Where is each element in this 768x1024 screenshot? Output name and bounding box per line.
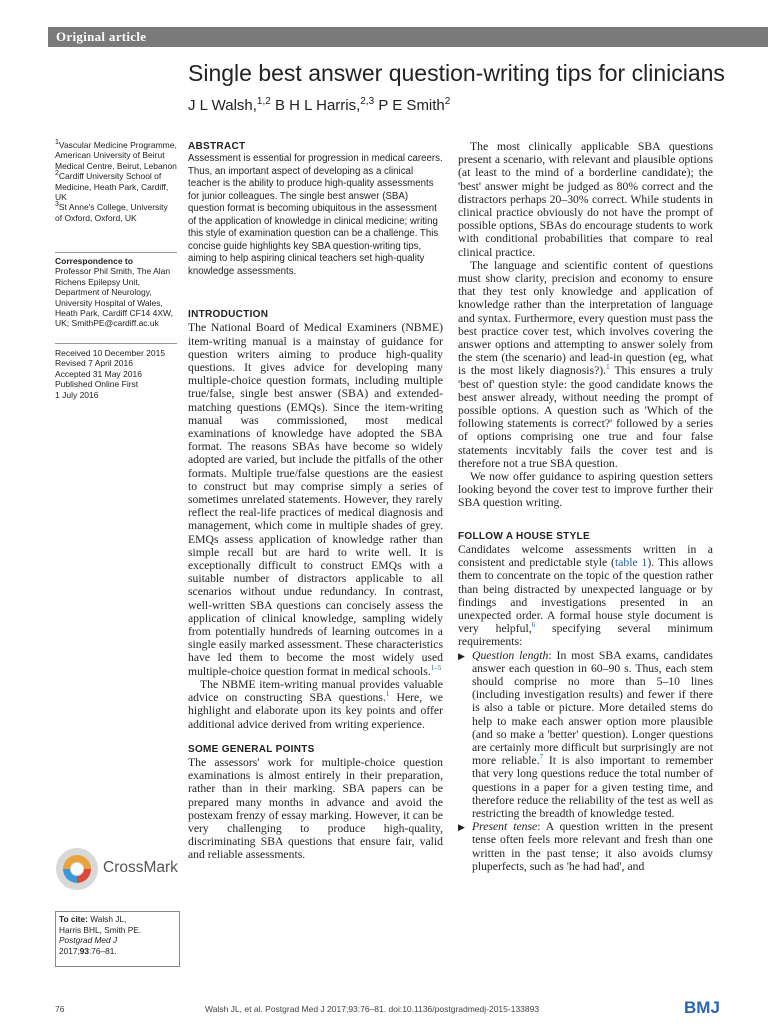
bmj-logo: BMJ: [684, 998, 720, 1017]
affiliations: [55, 140, 177, 223]
article-dates: [55, 348, 177, 400]
house-style-heading: FOLLOW A HOUSE STYLE: [458, 530, 590, 542]
date-line: Accepted 31 May 2016: [55, 368, 142, 379]
author: P E Smith: [378, 97, 445, 114]
bullet-icon: ▶: [458, 822, 465, 833]
author: B H L Harris,: [274, 97, 361, 114]
date-line: Revised 7 April 2016: [55, 358, 133, 369]
paragraph: The National Board of Medical Examiners (NBME) item-writing manual is a mainstay of guidance for question writers aiming to produce high-quality questions. It gives advice for developing many multiple-choice question formats, including multiple true/false, single best answer (SBA) and extended-matching questions (EMQs). Since the item-writing manual was commissioned, most medical examinations of knowledge have adopted the SBA format. The reasons SBAs have become so widely adopted are varied, but include the pitfalls of the other formats. Multiple true/false questions are the easiest to construct but may comprise simply a series of sometimes unrelated statements. However, they rarely reflect the real-life practices of medical diagnosis and management, which come in multiple shades of grey. EMQs assess application of knowledge rather than simple recall but are hard to write well. It is exceptionally difficult to construct EMQs with a suitable number of distractors applicable to all scenarios without undue redundancy. In contrast, well-written SBA questions can concisely assess the application of clinical knowledge, sampling widely from potentially hundreds of learning outcomes in a single easily marked assessment. These characteristics have led them to become the most widely used multiple-choice question format in medical schools.$^{1-5}$: [188, 321, 443, 678]
paragraph: The assessors' work for multiple-choice question examinations is almost entirely in their preparation, rather than in their marking. SBA papers can be prepared many months in advance and avoid the postexam frenzy of essay marking. However, it can be very challenging to produce high-quality, discriminating SBA questions that ensure fair, valid and reliable assessments.: [188, 755, 443, 862]
crossmark-icon: [55, 847, 99, 891]
author-affiliation-ref: 2,3: [360, 96, 375, 107]
citation-box: To cite: Walsh JL, Harris BHL, Smith PE. Postgrad Med J 2017;93:76–81.: [55, 911, 180, 967]
cite-label: To cite:: [59, 914, 88, 924]
correspondence-title: Correspondence to: [55, 256, 133, 266]
divider: [55, 343, 177, 344]
list-item: ▶ Present tense: A question written in the present tense often feels more relevant and fresh than one written in the past tense; it also avoids clumsy pluperfects, such as 'he had had', and: [458, 820, 713, 873]
reference: 7: [539, 753, 544, 762]
page-number: 76: [55, 1004, 65, 1014]
abstract-text: Assessment is essential for progression in medical careers. Thus, an important aspect of developing as a clinical teacher is the ability to produce high-quality assessments for junior colleagues. The single best answer (SBA) question format is becoming ubiquitous in the assessment of the application of knowledge in clinical medicine; writing this style of examination question can be a challenge. This concise guide highlights key SBA question-writing tips, aiming to help aspiring clinical teachers set high-quality knowledge assessments.: [188, 153, 443, 277]
paragraph: The language and scientific content of questions must show clarity, precision and economy to ensure that they test only knowledge and application of knowledge rather than the interpretation of language and syntax. Furthermore, every question must pass the best practice cover test, which involves covering the answer options and attempting to answer solely from the stem (the scenario) and lead-in question (eg, what is the most likely diagnosis?).$^1$ This ensures a truly 'best of' question style: the good candidate knows the best answer already, without needing the prompt of possible options. A question such as 'Which of the following statements is correct?' followed by a series of options comprising one true and four false statements incvitably fails the cover test and is therefore not a true SBA question.: [458, 258, 713, 470]
paragraph: The NBME item-writing manual provides valuable advice on constructing SBA questions.$^1$ Here, we highlight and elaborate upon its key points and offer additional advice derived from writing experience.: [188, 677, 443, 731]
author-affiliation-ref: 1,2: [256, 96, 271, 107]
section-label: Original article: [56, 29, 147, 44]
paragraph: We now offer guidance to aspiring question setters looking beyond the cover test to improve further their SBA question writing.: [458, 470, 713, 510]
author-line: [188, 97, 450, 114]
correspondence: [55, 256, 177, 329]
reference: 1: [385, 690, 390, 699]
affiliation: $^2$Cardiff University School of Medicine, Heath Park, Cardiff, UK: [55, 170, 169, 203]
paragraph: The most clinically applicable SBA questions present a scenario, with relevant and plausible options (at least to the mind of a borderline candidate); the 'best' answer might be judged as 80% correct and the distractors perhaps 20–30% correct. While students in clinical practice obviously do not have the prompt of possible options, SBAs do encourage students to work with conditional probabilities that compare to real clinical practice.: [458, 140, 713, 259]
date-line: Received 10 December 2015: [55, 348, 166, 358]
abstract-heading: ABSTRACT: [188, 141, 246, 152]
introduction-heading: INTRODUCTION: [188, 309, 269, 321]
crossmark-badge[interactable]: [55, 847, 177, 891]
article-title: Single best answer question-writing tips for clinicians: [188, 60, 725, 86]
divider: [55, 252, 177, 253]
table-link[interactable]: table 1: [614, 556, 648, 570]
date-line: Published Online First: [55, 379, 139, 390]
affiliation: $^3$St Anne's College, University of Oxford, Oxford, UK: [55, 201, 168, 223]
date-line: 1 July 2016: [55, 389, 99, 400]
right-column: [458, 140, 713, 873]
bullet-icon: ▶: [458, 650, 465, 661]
footer-citation: Walsh JL, et al. Postgrad Med J 2017;93:76–81. doi:10.1136/postgradmedj-2015-133893: [205, 1004, 540, 1014]
author-affiliation-ref: 2: [444, 96, 451, 107]
crossmark-label: CrossMark: [103, 859, 178, 876]
paragraph: Candidates welcome assessments written in a consistent and predictable style (table 1). This allows them to concentrate on the topic of the question rather than being distracted by unexpected language or by findings and investigations presented in an unexpected order. A formal house style document is very helpful,$^6$ specifying several minimum requirements:: [458, 542, 714, 649]
correspondence-text: Professor Phil Smith, The Alan Richens Epilepsy Unit, Department of Neurology, University Hospital of Wales, Heath Park, Cardiff CF14 4XW, UK; SmithPE@cardiff.ac.uk: [55, 266, 173, 329]
middle-column: [188, 140, 443, 862]
section-banner: [48, 27, 768, 47]
reference: 1: [606, 363, 610, 372]
list-item: ▶ Question length: In most SBA exams, candidates answer each question in 60–90 s. Thus, each stem should comprise no more than 5–10 lines (including investigation results) and fewer if there is also a table or picture. More detailed stems do help to make each answer option more plausible (and so make a 'better' question). Longer questions are certainly more difficult but surprisingly are not more reliable.$^7$ It is also important to remember that very long questions reduce the total number of questions in a paper for a given testing time, and therefore reduce the reliability of the test as well as restricting the breadth of knowledge tested.: [458, 648, 713, 820]
general-heading: SOME GENERAL POINTS: [188, 743, 315, 755]
author: J L Walsh,: [188, 97, 257, 114]
affiliation: $^1$Vascular Medicine Programme, American University of Beirut Medical Centre, Beirut, Lebanon: [55, 139, 177, 171]
reference: 1–5: [430, 663, 442, 672]
reference: 6: [531, 621, 536, 630]
